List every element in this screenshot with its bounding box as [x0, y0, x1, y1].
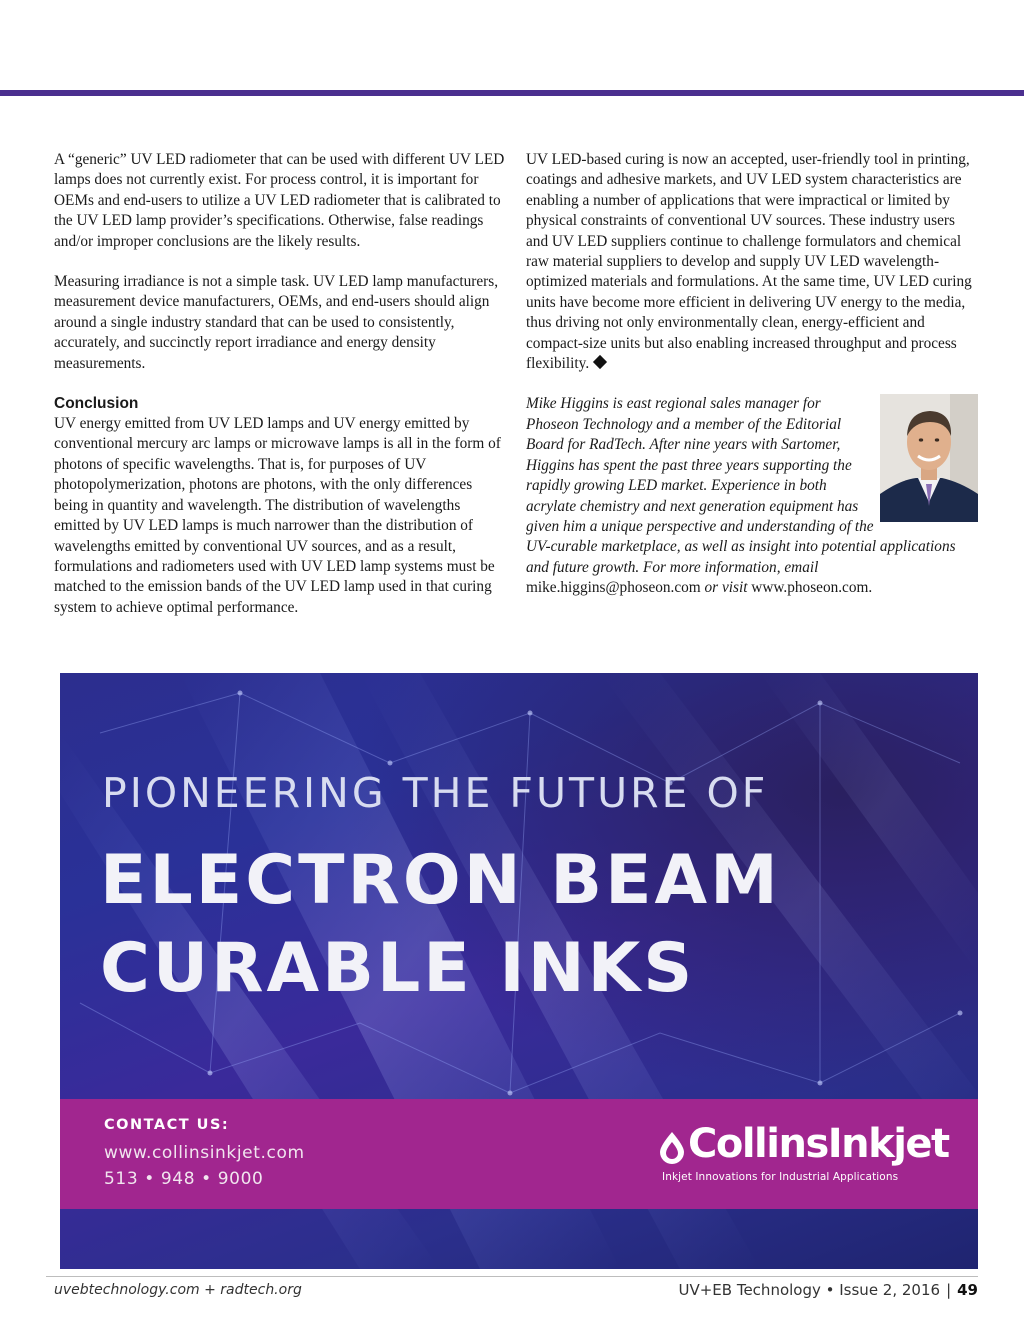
brand-tagline: Inkjet Innovations for Industrial Applications: [662, 1171, 899, 1183]
footer-separator: |: [946, 1281, 952, 1299]
paragraph: A “generic” UV LED radiometer that can be used with different UV LED lamps does not currently exist. For process control, it is important for OEMs and end-users to utilize a UV LED radiometer that is calibrated to the UV LED lamp provider’s specifications. Otherwise, false readings and/or improper conclusions are the likely results.: [54, 151, 505, 250]
contact-website: www.collinsinkjet.com: [104, 1143, 305, 1163]
publication-name: UV+EB Technology • Issue 2, 2016: [678, 1281, 941, 1299]
end-mark-icon: [593, 355, 607, 369]
author-photo: [880, 394, 978, 522]
bio-or-visit: or visit: [704, 579, 748, 597]
ad-contact-band: [60, 1099, 978, 1209]
article-left-column: [54, 150, 506, 618]
advertisement: [60, 673, 978, 1269]
paragraph: UV energy emitted from UV LED lamps and UV energy emitted by conventional mercury arc lamps or microwave lamps is all in the form of photons of specific wavelengths. That is, for purposes of UV photopolymerization, photons are photons, with the only differences being in quantity and wavelength. The distribution of wavelengths emitted by UV LED lamps is much narrower than the distribution of wavelengths emitted by conventional UV sources, and as a result, formulations and radiometers used with UV LED lamp systems must be matched to the emission bands of the UV LED lamp used in that curing system to achieve optimal performance.: [54, 415, 501, 616]
footer-websites: uvebtechnology.com + radtech.org: [54, 1282, 302, 1298]
bio-url: www.phoseon.com.: [751, 579, 873, 597]
bio-email: mike.higgins@phoseon.com: [526, 579, 701, 597]
footer-publication-info: [679, 1281, 979, 1299]
ad-headline-line1: PIONEERING THE FUTURE OF: [102, 769, 769, 817]
section-heading: Conclusion: [54, 395, 139, 413]
ad-headline-line3: CURABLE INKS: [100, 929, 696, 1008]
page-number: 49: [957, 1281, 978, 1299]
contact-phone: 513 • 948 • 9000: [104, 1169, 264, 1189]
header-bar: [0, 90, 1024, 96]
paragraph: [526, 150, 978, 374]
ad-headline-line2: ELECTRON BEAM: [100, 841, 781, 920]
paragraph-text: UV LED-based curing is now an accepted, user-friendly tool in printing, coatings and adhesive markets, and UV LED system characteristics are enabling a number of applications that were impractical or limited by physical constraints of conventional UV sources. These industry users and UV LED suppliers continue to challenge formulators and chemical raw material suppliers to develop and supply UV LED wavelength-optimized materials and formulations. At the same time, UV LED curing units have become more efficient in delivering UV energy to the media, thus driving not only environmentally clean, energy-efficient and compact-size units but also enabling increased throughput and process flexibility.: [526, 151, 972, 373]
contact-title: CONTACT US:: [104, 1117, 230, 1133]
collins-inkjet-logo: [658, 1121, 948, 1191]
ink-drop-icon: [658, 1130, 686, 1164]
paragraph: Measuring irradiance is not a simple task. UV LED lamp manufacturers, measurement device manufacturers, OEMs, and end-users should align around a single industry standard that can be used to consistently, accurately, and succinctly report irradiance and energy density measurements.: [54, 273, 499, 372]
bio-text: Mike Higgins is east regional sales manager for Phoseon Technology and a member of the Editorial Board for RadTech. After nine years with Sartomer, Higgins has spent the past three years supporting the rapidly growing LED market. Experience in both acrylate chemistry and next generation equipment has given him a unique perspective and understanding of the UV-curable marketplace, as well as insight into potential applications and future growth. For more information, email: [526, 395, 956, 576]
article-right-column: [526, 150, 978, 599]
brand-name: CollinsInkjet: [688, 1121, 949, 1167]
footer-rule: [46, 1276, 978, 1277]
